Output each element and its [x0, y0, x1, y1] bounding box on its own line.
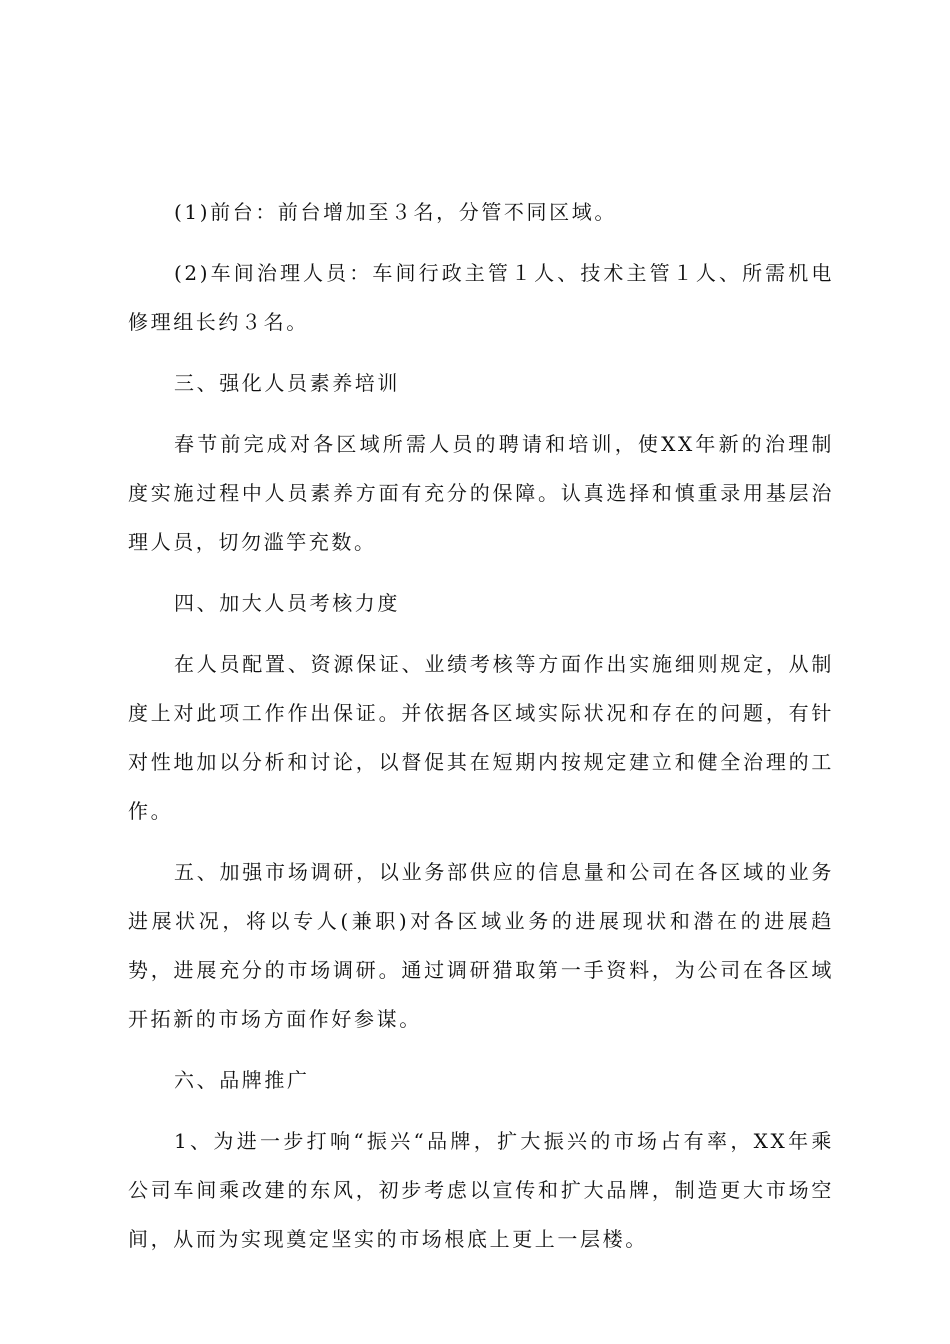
paragraph-front-desk: (1)前台：前台增加至３名，分管不同区域。	[174, 200, 617, 224]
paragraph-market-research: 五、加强市场调研，以业务部供应的信息量和公司在各区域的业务进展状况，将以专人(兼职)对各区域业务的进展现状和潜在的进展趋势，进展充分的市场调研。通过调研猎取第一手资料，为公司在各区域开拓新的市场方面作好参谋。	[128, 860, 834, 1031]
paragraph-workshop-staff: (2)车间治理人员：车间行政主管１人、技术主管１人、所需机电修理组长约３名。	[128, 261, 834, 334]
section-heading-assessment: 四、加大人员考核力度	[174, 591, 400, 615]
document-body	[128, 188, 834, 1276]
section-heading-brand: 六、品牌推广	[174, 1068, 310, 1092]
paragraph-brand-promotion: 1、为进一步打响“振兴“品牌，扩大振兴的市场占有率，XX年乘公司车间乘改建的东风，初步考虑以宣传和扩大品牌，制造更大市场空间，从而为实现奠定坚实的市场根底上更上一层楼。	[128, 1129, 834, 1251]
paragraph-assessment: 在人员配置、资源保证、业绩考核等方面作出实施细则规定，从制度上对此项工作作出保证。并依据各区域实际状况和存在的问题，有针对性地加以分析和讨论，以督促其在短期内按规定建立和健全治理的工作。	[128, 652, 834, 823]
section-heading-training: 三、强化人员素养培训	[174, 371, 400, 395]
paragraph-training: 春节前完成对各区域所需人员的聘请和培训，使XX年新的治理制度实施过程中人员素养方面有充分的保障。认真选择和慎重录用基层治理人员，切勿滥竽充数。	[128, 432, 834, 554]
